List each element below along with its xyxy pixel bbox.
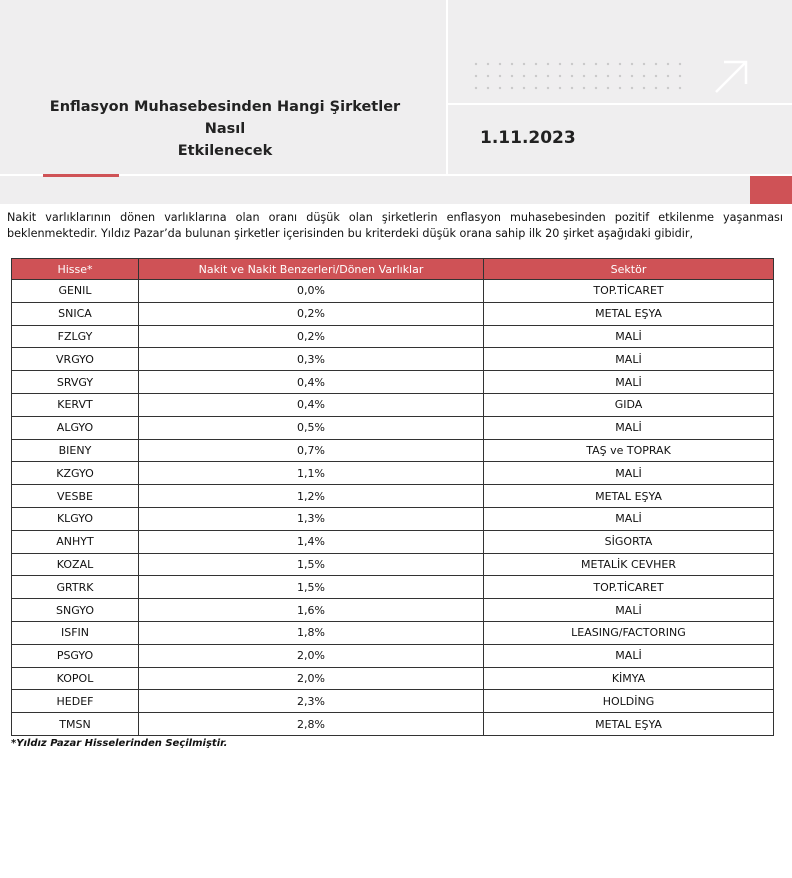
cell-cash-ratio: 1,2% xyxy=(139,485,484,508)
cell-sector: MALİ xyxy=(484,325,774,348)
cell-sector: MALİ xyxy=(484,348,774,371)
table-row xyxy=(12,302,774,325)
table-row xyxy=(12,644,774,667)
cell-sector: MALİ xyxy=(484,371,774,394)
table-row xyxy=(12,485,774,508)
cell-sector: MALİ xyxy=(484,644,774,667)
cell-stock: KLGYO xyxy=(12,507,139,530)
cell-stock: KOPOL xyxy=(12,667,139,690)
cell-sector: METALİK CEVHER xyxy=(484,553,774,576)
cell-stock: SNGYO xyxy=(12,599,139,622)
cell-stock: BIENY xyxy=(12,439,139,462)
page-title xyxy=(30,96,420,162)
cell-cash-ratio: 0,4% xyxy=(139,393,484,416)
stock-table xyxy=(11,258,774,736)
cell-stock: TMSN xyxy=(12,713,139,736)
table-row xyxy=(12,507,774,530)
table-row xyxy=(12,599,774,622)
table-row xyxy=(12,621,774,644)
table-row xyxy=(12,280,774,303)
cell-cash-ratio: 2,3% xyxy=(139,690,484,713)
page-title-line1: Enflasyon Muhasebesinden Hangi Şirketler Nasıl xyxy=(49,99,401,137)
table-row xyxy=(12,393,774,416)
cell-stock: VRGYO xyxy=(12,348,139,371)
cell-cash-ratio: 2,8% xyxy=(139,713,484,736)
cell-stock: PSGYO xyxy=(12,644,139,667)
cell-stock: HEDEF xyxy=(12,690,139,713)
cell-cash-ratio: 1,5% xyxy=(139,576,484,599)
cell-cash-ratio: 1,3% xyxy=(139,507,484,530)
cell-cash-ratio: 1,4% xyxy=(139,530,484,553)
table-row xyxy=(12,690,774,713)
table-row xyxy=(12,713,774,736)
cell-cash-ratio: 1,6% xyxy=(139,599,484,622)
cell-stock: SRVGY xyxy=(12,371,139,394)
table-header-row xyxy=(12,259,774,280)
table-row xyxy=(12,416,774,439)
cell-cash-ratio: 0,2% xyxy=(139,325,484,348)
table-row xyxy=(12,553,774,576)
cell-cash-ratio: 1,5% xyxy=(139,553,484,576)
cell-sector: HOLDİNG xyxy=(484,690,774,713)
table-row xyxy=(12,439,774,462)
cell-sector: LEASING/FACTORING xyxy=(484,621,774,644)
header-strip xyxy=(0,176,750,204)
cell-sector: MALİ xyxy=(484,599,774,622)
cell-sector: METAL EŞYA xyxy=(484,302,774,325)
cell-stock: KERVT xyxy=(12,393,139,416)
cell-sector: METAL EŞYA xyxy=(484,713,774,736)
cell-stock: VESBE xyxy=(12,485,139,508)
cell-cash-ratio: 0,5% xyxy=(139,416,484,439)
cell-stock: KOZAL xyxy=(12,553,139,576)
cell-stock: ISFIN xyxy=(12,621,139,644)
arrow-up-right-icon xyxy=(712,56,752,96)
cell-sector: TAŞ ve TOPRAK xyxy=(484,439,774,462)
cell-stock: ALGYO xyxy=(12,416,139,439)
cell-sector: MALİ xyxy=(484,507,774,530)
cell-cash-ratio: 0,7% xyxy=(139,439,484,462)
table-row xyxy=(12,576,774,599)
cell-cash-ratio: 1,8% xyxy=(139,621,484,644)
cell-sector: METAL EŞYA xyxy=(484,485,774,508)
cell-cash-ratio: 2,0% xyxy=(139,667,484,690)
cell-sector: TOP.TİCARET xyxy=(484,280,774,303)
cell-cash-ratio: 2,0% xyxy=(139,644,484,667)
table-row xyxy=(12,667,774,690)
cell-cash-ratio: 0,3% xyxy=(139,348,484,371)
cell-sector: TOP.TİCARET xyxy=(484,576,774,599)
table-row xyxy=(12,325,774,348)
table-row xyxy=(12,348,774,371)
column-header-sector: Sektör xyxy=(484,259,774,280)
accent-underline xyxy=(43,174,119,177)
cell-stock: KZGYO xyxy=(12,462,139,485)
table-row xyxy=(12,530,774,553)
cell-stock: FZLGY xyxy=(12,325,139,348)
cell-cash-ratio: 0,0% xyxy=(139,280,484,303)
cell-sector: MALİ xyxy=(484,416,774,439)
page-title-line2: Etkilenecek xyxy=(177,143,273,159)
accent-block xyxy=(750,176,792,204)
report-date: 1.11.2023 xyxy=(480,128,576,148)
cell-stock: ANHYT xyxy=(12,530,139,553)
cell-sector: MALİ xyxy=(484,462,774,485)
table-row xyxy=(12,371,774,394)
cell-sector: KİMYA xyxy=(484,667,774,690)
cell-sector: SİGORTA xyxy=(484,530,774,553)
footnote: *Yıldız Pazar Hisselerinden Seçilmiştir. xyxy=(11,738,228,749)
column-header-cash-ratio: Nakit ve Nakit Benzerleri/Dönen Varlıklar xyxy=(139,259,484,280)
dot-pattern xyxy=(470,58,690,94)
cell-sector: GIDA xyxy=(484,393,774,416)
table-row xyxy=(12,462,774,485)
cell-cash-ratio: 1,1% xyxy=(139,462,484,485)
cell-stock: SNICA xyxy=(12,302,139,325)
intro-paragraph: Nakit varlıklarının dönen varlıklarına olan oranı düşük olan şirketlerin enflasyon muhasebesinden pozitif etkilenme yaşanması beklenmektedir. Yıldız Pazar’da bulunan şirketler içerisinden bu kriterdeki düşük orana sahip ilk 20 şirket aşağıdaki gibidir, xyxy=(7,211,783,240)
cell-stock: GENIL xyxy=(12,280,139,303)
column-header-stock: Hisse* xyxy=(12,259,139,280)
cell-stock: GRTRK xyxy=(12,576,139,599)
cell-cash-ratio: 0,4% xyxy=(139,371,484,394)
cell-cash-ratio: 0,2% xyxy=(139,302,484,325)
